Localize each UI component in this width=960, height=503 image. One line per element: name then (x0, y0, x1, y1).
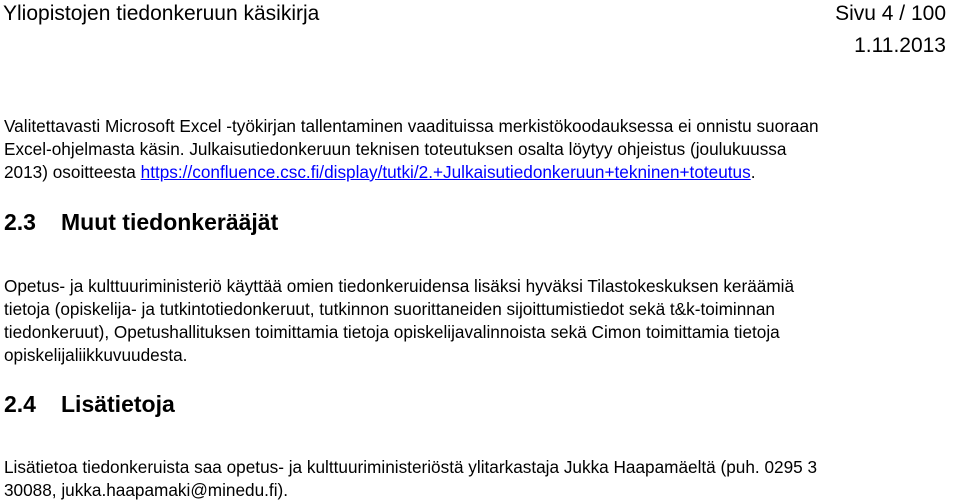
section-heading-2-4 (4, 391, 175, 417)
paragraph-line: tietoja (opiskelija- ja tutkintotiedonkeruut, tutkinnon suorittaneiden sijoittumistiedot sekä t&k-toiminnan (4, 299, 775, 319)
section-title: Muut tiedonkerääjät (61, 209, 279, 235)
intro-line-1: Valitettavasti Microsoft Excel -työkirjan tallentaminen vaadituissa merkistökoodauksessa ei onnistu suoraan (4, 116, 819, 136)
paragraph-line: opiskelijaliikkuvuudesta. (4, 345, 188, 365)
paragraph-line: Opetus- ja kulttuuriministeriö käyttää omien tiedonkeruidensa lisäksi hyväksi Tilastokeskuksen keräämiä (4, 276, 795, 296)
section-title: Lisätietoja (61, 391, 175, 417)
section-number: 2.4 (4, 391, 36, 417)
paragraph-line: tiedonkeruut), Opetushallituksen toimittamia tietoja opiskelijavalinnoista sekä Cimon toimittamia tietoja (4, 322, 780, 342)
document-title: Yliopistojen tiedonkeruun käsikirja (3, 2, 320, 25)
paragraph-line: Lisätietoa tiedonkeruista saa opetus- ja kulttuuriministeriöstä ylitarkastaja Jukka Haapamäeltä (puh. 0295 3 (4, 457, 818, 477)
confluence-link[interactable]: https://confluence.csc.fi/display/tutki/2.+Julkaisutiedonkeruun+tekninen+toteutus (140, 162, 751, 182)
intro-line-3 (4, 161, 954, 184)
section-heading-2-3 (4, 209, 278, 235)
document-date: 1.11.2013 (854, 34, 946, 57)
section-2-4-paragraph (4, 456, 954, 502)
intro-line-2: Excel-ohjelmasta käsin. Julkaisutiedonkeruun teknisen toteutuksen osalta löytyy ohjeistus (joulukuussa (4, 139, 787, 159)
section-2-3-paragraph (4, 275, 954, 367)
paragraph-line: 30088, jukka.haapamaki@minedu.fi). (4, 480, 289, 500)
section-number: 2.3 (4, 209, 36, 235)
page-number: Sivu 4 / 100 (835, 2, 946, 25)
intro-line-3-prefix: 2013) osoitteesta (4, 162, 141, 182)
intro-line-3-suffix: . (750, 162, 756, 182)
intro-paragraph (4, 115, 954, 184)
